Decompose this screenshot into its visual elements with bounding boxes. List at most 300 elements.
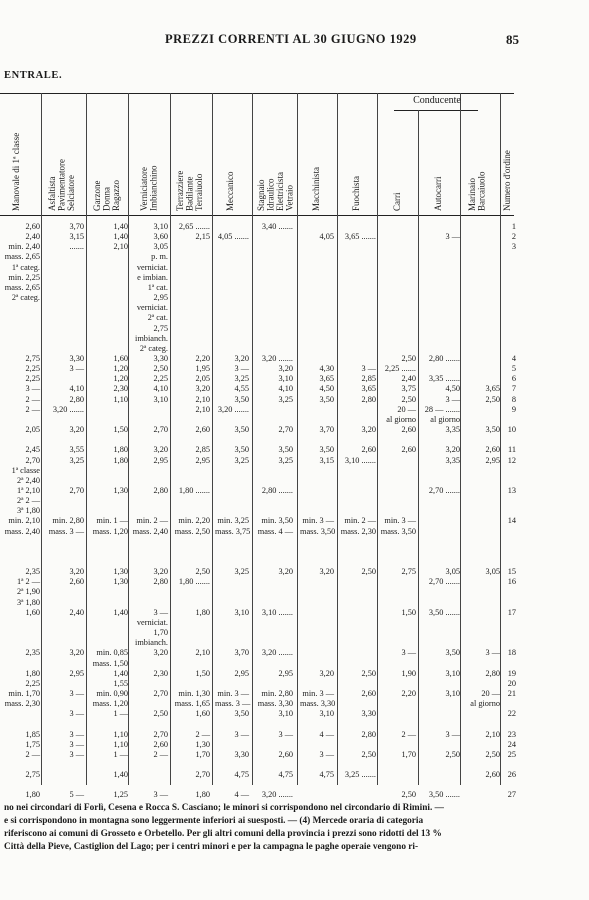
table-cell: 3,20 bbox=[319, 668, 334, 678]
table-cell: 2,70 ....... bbox=[428, 577, 460, 587]
table-cell: 2,50 bbox=[195, 567, 210, 577]
table-cell: 3,20 bbox=[69, 567, 84, 577]
table-cell: 2,50 bbox=[401, 394, 416, 404]
table-cell: 23 bbox=[507, 729, 516, 739]
table-cell: 3 — bbox=[69, 749, 84, 759]
col-header-macchinista: Macchinista bbox=[311, 167, 321, 211]
table-cell: 2,60 bbox=[401, 425, 416, 434]
table-cell: 3 — bbox=[69, 739, 84, 749]
table-cell: 1,75 bbox=[25, 739, 40, 749]
table-cell: 1,30 bbox=[195, 739, 210, 749]
table-cell: 3,70 bbox=[319, 425, 334, 434]
table-cell: mass. 3,50 bbox=[300, 526, 336, 536]
table-cell: 2 — bbox=[25, 749, 40, 759]
table-cell: 2,10 bbox=[195, 404, 210, 414]
table-cell: 2,95 bbox=[153, 293, 168, 303]
col-header-stagnaio: Stagnaio Idraulico Elettricista Vetraio bbox=[256, 172, 295, 211]
col-header-manovale: Manovale di 1ª classe bbox=[11, 132, 21, 211]
table-cell: 3,10 bbox=[234, 607, 249, 617]
table-cell: 3 — bbox=[234, 364, 249, 374]
table-cell: 3,10 bbox=[153, 222, 168, 231]
table-cell: 1,25 bbox=[113, 790, 128, 800]
table-cell: 2,35 bbox=[25, 567, 40, 577]
table-cell: al giorno bbox=[430, 414, 460, 424]
col-header-carri: Carri bbox=[392, 192, 402, 211]
table-cell: 22 bbox=[507, 709, 516, 719]
table-cell: 3,35 ....... bbox=[428, 374, 460, 384]
table-cell: 3,30 bbox=[234, 749, 249, 759]
table-cell: mass. 2,30 bbox=[4, 699, 40, 708]
table-cell: 27 bbox=[507, 790, 516, 800]
table-cell: 2 — bbox=[195, 729, 210, 739]
table-cell: 2,50 bbox=[361, 567, 376, 577]
table-cell: 2,80 bbox=[153, 577, 168, 587]
table-cell: 1,80 ....... bbox=[178, 577, 210, 587]
table-cell: 3,40 ....... bbox=[261, 222, 293, 231]
table-cell: min. 2,20 bbox=[178, 516, 210, 526]
table-cell: 2,80 bbox=[361, 729, 376, 739]
table-cell: 4,50 bbox=[445, 384, 460, 394]
table-cell: 3,65 bbox=[485, 384, 500, 394]
table-cell: min. 3 — bbox=[302, 688, 334, 698]
table-cell: 4 — bbox=[234, 790, 249, 800]
table-cell: min. 2,25 bbox=[8, 272, 40, 282]
table-cell: 2,70 bbox=[153, 425, 168, 434]
table-cell: 2,75 bbox=[401, 567, 416, 577]
table-cell: 2,70 bbox=[25, 455, 40, 465]
table-cell: 1,40 bbox=[113, 770, 128, 780]
table-cell: 3,20 bbox=[445, 445, 460, 455]
table-cell: 4,10 bbox=[69, 384, 84, 394]
table-cell: 2,95 bbox=[234, 668, 249, 678]
conducente-rule bbox=[394, 110, 478, 111]
table-cell: 2 — bbox=[25, 404, 40, 414]
table-cell: 2,45 bbox=[25, 445, 40, 455]
col-header-fuochista: Fuochista bbox=[351, 176, 361, 211]
table-cell: 1,50 bbox=[401, 607, 416, 617]
table-cell: 3 — bbox=[485, 648, 500, 658]
table-cell: 11 bbox=[508, 445, 516, 455]
table-cell: 3,50 bbox=[485, 425, 500, 434]
table-cell: 3,20 bbox=[195, 384, 210, 394]
table-cell: 16 bbox=[507, 577, 516, 587]
table-cell: 2,70 bbox=[153, 729, 168, 739]
page-header bbox=[0, 32, 589, 50]
table-cell: 3,65 ....... bbox=[344, 232, 376, 242]
table-cell: 3,25 bbox=[234, 374, 249, 384]
table-cell: 2 bbox=[511, 232, 516, 242]
table-cell: min. 3,25 bbox=[217, 516, 249, 526]
table-cell: 1,90 bbox=[401, 668, 416, 678]
table-cell: 1 — bbox=[113, 709, 128, 719]
col-header-numero-ordine: Numero d'ordine bbox=[502, 150, 512, 211]
table-cell: min. 0,85 bbox=[96, 648, 128, 658]
table-cell: 2,10 bbox=[195, 648, 210, 658]
table-cell: 6 bbox=[511, 374, 516, 384]
table-cell: 4,75 bbox=[319, 770, 334, 780]
table-cell: 2,80 ....... bbox=[428, 354, 460, 363]
table-cell: 2,20 bbox=[401, 688, 416, 698]
table-cell: 21 bbox=[507, 688, 516, 698]
table-cell: 3,20 ....... bbox=[261, 790, 293, 800]
section-title: ENTRALE. bbox=[4, 70, 63, 81]
table-cell: 10 bbox=[507, 425, 516, 434]
table-cell: 3 — bbox=[69, 709, 84, 719]
table-cell: 1,50 bbox=[113, 425, 128, 434]
table-cell: 1,80 bbox=[195, 607, 210, 617]
table-cell: 1,10 bbox=[113, 739, 128, 749]
table-cell: 17 bbox=[507, 607, 516, 617]
table-cell: 3,20 ....... bbox=[217, 404, 249, 414]
table-cell: min. 2,80 bbox=[52, 516, 84, 526]
table-cell: verniciat. bbox=[136, 617, 168, 627]
table-cell: 1,10 bbox=[113, 729, 128, 739]
table-cell: 1,10 bbox=[113, 394, 128, 404]
table-cell: 3,25 bbox=[234, 567, 249, 577]
table-cell: 3,20 bbox=[361, 425, 376, 434]
table-cell: 2,70 bbox=[69, 485, 84, 495]
table-cell: 3,25 ....... bbox=[344, 770, 376, 780]
table-cell: 3,10 ....... bbox=[344, 455, 376, 465]
table-cell: 19 bbox=[507, 668, 516, 678]
table-cell: 3 — bbox=[153, 607, 168, 617]
table-cell: 20 bbox=[507, 678, 516, 688]
table-cell: 3,75 bbox=[401, 384, 416, 394]
table-cell: ....... bbox=[69, 242, 84, 252]
table-cell: 2,25 bbox=[25, 364, 40, 374]
table-cell: 28 — ....... bbox=[424, 404, 460, 414]
table-cell: 1,95 bbox=[195, 364, 210, 374]
footnote-line: Città della Pieve, Castiglion del Lago; per i centri minori e per la campagna le paghe operaie vengono ri- bbox=[4, 842, 419, 852]
table-cell: 3,10 bbox=[278, 374, 293, 384]
table-cell: 3,50 bbox=[319, 445, 334, 455]
table-cell: 3,20 ....... bbox=[261, 354, 293, 363]
table-cell: 2ª cat. bbox=[147, 313, 168, 323]
table-cell: 2,05 bbox=[195, 374, 210, 384]
table-cell: 2,70 bbox=[195, 770, 210, 780]
table-cell: 3,50 bbox=[234, 445, 249, 455]
table-cell: 3,30 bbox=[361, 709, 376, 719]
footnote-line: riferiscono ai comuni di Grosseto e Orbetello. Per gli altri comuni della provincia i prezzi sono ridotti del 13 % bbox=[4, 829, 442, 839]
table-cell: mass. 2,65 bbox=[4, 252, 40, 262]
table-cell: 2,70 bbox=[153, 688, 168, 698]
table-cell: mass. 3 — bbox=[48, 526, 84, 536]
table-cell: 4,10 bbox=[278, 384, 293, 394]
table-cell: mass. 3 — bbox=[215, 699, 251, 708]
table-cell: 3,20 bbox=[278, 364, 293, 374]
table-cell: 3,25 bbox=[278, 455, 293, 465]
table-cell: 2,75 bbox=[25, 770, 40, 780]
table-cell: 1,60 bbox=[195, 709, 210, 719]
table-cell: 2ª 1,90 bbox=[16, 587, 40, 597]
table-cell: 3,20 ....... bbox=[52, 404, 84, 414]
table-cell: 13 bbox=[507, 485, 516, 495]
table-cell: 2,40 bbox=[69, 607, 84, 617]
table-cell: 2,25 ....... bbox=[384, 364, 416, 374]
table-cell: 4,55 bbox=[234, 384, 249, 394]
table-cell: 2,15 bbox=[195, 232, 210, 242]
footnote-line: no nei circondari di Forlì, Cesena e Rocca S. Casciano; le minori si corrispondono nel circondario di Rimini. — bbox=[4, 803, 444, 813]
table-cell: 2,60 bbox=[401, 445, 416, 455]
table-cell: 3,15 bbox=[69, 232, 84, 242]
table-cell: min. 3 — bbox=[302, 516, 334, 526]
table-cell: 3ª 1,80 bbox=[16, 506, 40, 516]
table-cell: 2,75 bbox=[25, 354, 40, 363]
table-cell: 3,35 bbox=[445, 455, 460, 465]
table-cell: 3,15 bbox=[319, 455, 334, 465]
table-cell: 2,85 bbox=[361, 374, 376, 384]
table-cell: 7 bbox=[511, 384, 516, 394]
table-cell: 15 bbox=[507, 567, 516, 577]
table-cell: 3 — bbox=[69, 364, 84, 374]
page-title: PREZZI CORRENTI AL 30 GIUGNO 1929 bbox=[165, 32, 417, 46]
table-cell: 1ª cat. bbox=[147, 282, 168, 292]
table-cell: 2ª categ. bbox=[11, 293, 40, 303]
wage-table bbox=[0, 93, 516, 800]
table-cell: 2ª 2 — bbox=[16, 496, 40, 506]
table-cell: 2,60 bbox=[361, 445, 376, 455]
table-cell: 3,60 bbox=[153, 232, 168, 242]
table-top-rule bbox=[0, 93, 514, 94]
table-cell: verniciat. bbox=[136, 303, 168, 313]
col-header-asfaltista: Asfaltista Pavimentatore Selciatore bbox=[47, 159, 76, 211]
table-cell: 2,10 bbox=[113, 242, 128, 252]
table-cell: min. 1,30 bbox=[178, 688, 210, 698]
col-header-autocarri: Autocarri bbox=[433, 176, 443, 211]
table-cell: 1,30 bbox=[113, 567, 128, 577]
table-cell: 2,25 bbox=[25, 678, 40, 688]
table-cell: 2,60 bbox=[278, 749, 293, 759]
table-cell: 1,40 bbox=[113, 232, 128, 242]
table-cell: 2,80 bbox=[361, 394, 376, 404]
table-cell: mass. 1,20 bbox=[92, 699, 128, 708]
table-cell: mass. 2,40 bbox=[132, 526, 168, 536]
table-cell: 3,20 bbox=[153, 648, 168, 658]
table-cell: mass. 3,30 bbox=[257, 699, 293, 708]
table-cell: 2,50 bbox=[153, 709, 168, 719]
table-cell: 3,05 bbox=[153, 242, 168, 252]
table-cell: e imbian. bbox=[137, 272, 168, 282]
table-cell: 2,60 bbox=[153, 739, 168, 749]
table-cell: 2,80 bbox=[69, 394, 84, 404]
table-cell: 3,20 bbox=[234, 354, 249, 363]
table-cell: 3,70 bbox=[234, 648, 249, 658]
table-cell: 3,25 bbox=[69, 455, 84, 465]
table-cell: 3,20 bbox=[153, 567, 168, 577]
table-cell: mass. 2,50 bbox=[174, 526, 210, 536]
table-cell: 1ª 2,10 bbox=[16, 485, 40, 495]
table-cell: 3 — bbox=[445, 394, 460, 404]
table-cell: 1,80 bbox=[25, 790, 40, 800]
table-cell: 2,30 bbox=[153, 668, 168, 678]
table-cell: 2,50 bbox=[401, 354, 416, 363]
table-cell: 3,25 bbox=[234, 455, 249, 465]
table-cell: 1,40 bbox=[113, 607, 128, 617]
table-cell: 3,50 bbox=[234, 425, 249, 434]
col-header-verniciatore: Verniciatore Imbianchino bbox=[139, 165, 159, 211]
table-cell: 1,80 bbox=[113, 455, 128, 465]
table-cell: 3,50 ....... bbox=[428, 607, 460, 617]
table-cell: 3,30 bbox=[153, 354, 168, 363]
table-cell: imbianch. bbox=[135, 333, 168, 343]
table-cell: 3 — bbox=[445, 729, 460, 739]
table-cell: 1 bbox=[511, 222, 516, 231]
table-cell: 3,10 bbox=[278, 709, 293, 719]
table-cell: mass. 2,30 bbox=[340, 526, 376, 536]
table-cell: 3,20 ....... bbox=[261, 648, 293, 658]
table-cell: 2,95 bbox=[69, 668, 84, 678]
table-cell: 2 — bbox=[25, 394, 40, 404]
table-cell: 2,60 bbox=[485, 770, 500, 780]
table-cell: 2,50 bbox=[485, 394, 500, 404]
table-cell: 1,80 ....... bbox=[178, 485, 210, 495]
table-cell: min. 2,80 bbox=[261, 688, 293, 698]
table-cell: 2,80 bbox=[485, 668, 500, 678]
table-cell: 3,20 bbox=[278, 567, 293, 577]
table-cell: 24 bbox=[507, 739, 516, 749]
table-cell: min. 2 — bbox=[344, 516, 376, 526]
col-header-meccanico: Meccanico bbox=[225, 171, 235, 211]
table-cell: 1,60 bbox=[113, 354, 128, 363]
table-cell: 2,50 bbox=[153, 364, 168, 374]
table-cell: 1,30 bbox=[113, 577, 128, 587]
table-cell: 3,35 bbox=[445, 425, 460, 434]
table-cell: 1,70 bbox=[153, 628, 168, 637]
table-row bbox=[0, 789, 514, 800]
table-cell: 5 — bbox=[69, 790, 84, 800]
table-cell: 1,70 bbox=[195, 749, 210, 759]
table-cell: mass. 2,65 bbox=[4, 282, 40, 292]
table-cell: 4,10 bbox=[153, 384, 168, 394]
table-cell: 4,75 bbox=[278, 770, 293, 780]
table-cell: 5 bbox=[511, 364, 516, 374]
table-cell: 1,80 bbox=[195, 790, 210, 800]
table-cell: 3,50 bbox=[234, 709, 249, 719]
table-cell: 3ª 1,80 bbox=[16, 597, 40, 607]
header-bottom-rule bbox=[0, 215, 514, 216]
table-cell: al giorno bbox=[470, 699, 500, 708]
table-cell: 1,20 bbox=[113, 374, 128, 384]
table-cell: mass. 1,50 bbox=[92, 658, 128, 668]
table-cell: min. 3 — bbox=[217, 688, 249, 698]
table-cell: min. 1 — bbox=[96, 516, 128, 526]
table-cell: 1ª classe bbox=[11, 465, 40, 475]
table-cell: 3,50 bbox=[445, 648, 460, 658]
table-cell: 2,50 bbox=[485, 749, 500, 759]
table-cell: 3,10 bbox=[319, 709, 334, 719]
table-cell: min. 2,10 bbox=[8, 516, 40, 526]
table-cell: 3,50 bbox=[319, 394, 334, 404]
table-cell: 3,05 bbox=[445, 567, 460, 577]
table-cell: mass. 3,50 bbox=[380, 526, 416, 536]
table-cell: 8 bbox=[511, 394, 516, 404]
table-cell: 3 — bbox=[69, 688, 84, 698]
table-cell: 2,60 bbox=[485, 445, 500, 455]
table-cell: 26 bbox=[507, 770, 516, 780]
table-cell: 1,80 bbox=[25, 668, 40, 678]
table-cell: 2,50 bbox=[401, 790, 416, 800]
conducente-group-header: Conducente bbox=[413, 95, 461, 106]
table-cell: 2,80 bbox=[153, 485, 168, 495]
table-cell: 2,50 bbox=[445, 749, 460, 759]
table-cell: 3,50 bbox=[234, 394, 249, 404]
table-cell: 9 bbox=[511, 404, 516, 414]
table-cell: 3 — bbox=[234, 729, 249, 739]
table-cell: 2,65 ....... bbox=[178, 222, 210, 231]
table-cell: 1,55 bbox=[113, 678, 128, 688]
table-cell: 1ª 2 — bbox=[16, 577, 40, 587]
table-cell: 1,85 bbox=[25, 729, 40, 739]
table-cell: mass. 4 — bbox=[257, 526, 293, 536]
table-cell: 2,10 bbox=[485, 729, 500, 739]
table-cell: 3,30 bbox=[69, 354, 84, 363]
table-cell: 2,60 bbox=[69, 577, 84, 587]
table-cell: 4 — bbox=[319, 729, 334, 739]
table-cell: verniciat. bbox=[136, 262, 168, 272]
table-cell: 2,75 bbox=[153, 323, 168, 333]
table-cell: mass. 2,40 bbox=[4, 526, 40, 536]
footnote-line: e si corrispondono in montagna sono leggermente inferiori ai suesposti. — (4) Mercede oraria di categoria bbox=[4, 816, 424, 826]
table-cell: 2,35 bbox=[25, 648, 40, 658]
table-cell: 3,20 bbox=[69, 425, 84, 434]
table-cell: 3,65 bbox=[361, 384, 376, 394]
table-cell: p. m. bbox=[151, 252, 168, 262]
table-cell: min. 1,70 bbox=[8, 688, 40, 698]
table-cell: 2,60 bbox=[25, 222, 40, 231]
table-cell: 3,10 bbox=[445, 688, 460, 698]
table-cell: 2,85 bbox=[195, 445, 210, 455]
table-cell: 3,55 bbox=[69, 445, 84, 455]
table-cell: 20 — bbox=[481, 688, 500, 698]
table-cell: 1,60 bbox=[25, 607, 40, 617]
table-cell: 3,10 bbox=[445, 668, 460, 678]
table-cell: 2ª 2,40 bbox=[16, 475, 40, 485]
table-cell: 18 bbox=[507, 648, 516, 658]
table-cell: 3,10 ....... bbox=[261, 607, 293, 617]
table-cell: 2,05 bbox=[25, 425, 40, 434]
table-cell: 3,70 bbox=[69, 222, 84, 231]
table-cell: 2,40 bbox=[25, 232, 40, 242]
table-cell: 2,60 bbox=[195, 425, 210, 434]
table-cell: 3,50 bbox=[278, 445, 293, 455]
table-cell: 3 bbox=[511, 242, 516, 252]
table-cell: 3,20 bbox=[153, 445, 168, 455]
table-cell: 2 — bbox=[401, 729, 416, 739]
table-cell: 4 bbox=[511, 354, 516, 363]
table-cell: 3,20 bbox=[69, 648, 84, 658]
table-cell: 2,60 bbox=[361, 688, 376, 698]
table-cell: 4,05 bbox=[319, 232, 334, 242]
table-cell: 1 — bbox=[113, 749, 128, 759]
table-cell: 3 — bbox=[25, 384, 40, 394]
table-cell: 12 bbox=[507, 455, 516, 465]
table-cell: 3,65 bbox=[319, 374, 334, 384]
table-cell: 2,40 bbox=[401, 374, 416, 384]
table-cell: 2ª categ. bbox=[139, 343, 168, 353]
table-cell: 3 — bbox=[69, 729, 84, 739]
table-cell: mass. 3,75 bbox=[215, 526, 251, 536]
table-cell: min. 2,40 bbox=[8, 242, 40, 252]
table-cell: 4,75 bbox=[234, 770, 249, 780]
table-cell: min. 3,50 bbox=[261, 516, 293, 526]
table-cell: 4,30 bbox=[319, 364, 334, 374]
table-cell: 25 bbox=[507, 749, 516, 759]
table-cell: 3 — bbox=[361, 364, 376, 374]
table-cell: 1ª categ. bbox=[11, 262, 40, 272]
table-cell: 2,80 ....... bbox=[261, 485, 293, 495]
table-cell: 3 — bbox=[401, 648, 416, 658]
table-cell: imbianch. bbox=[135, 638, 168, 648]
